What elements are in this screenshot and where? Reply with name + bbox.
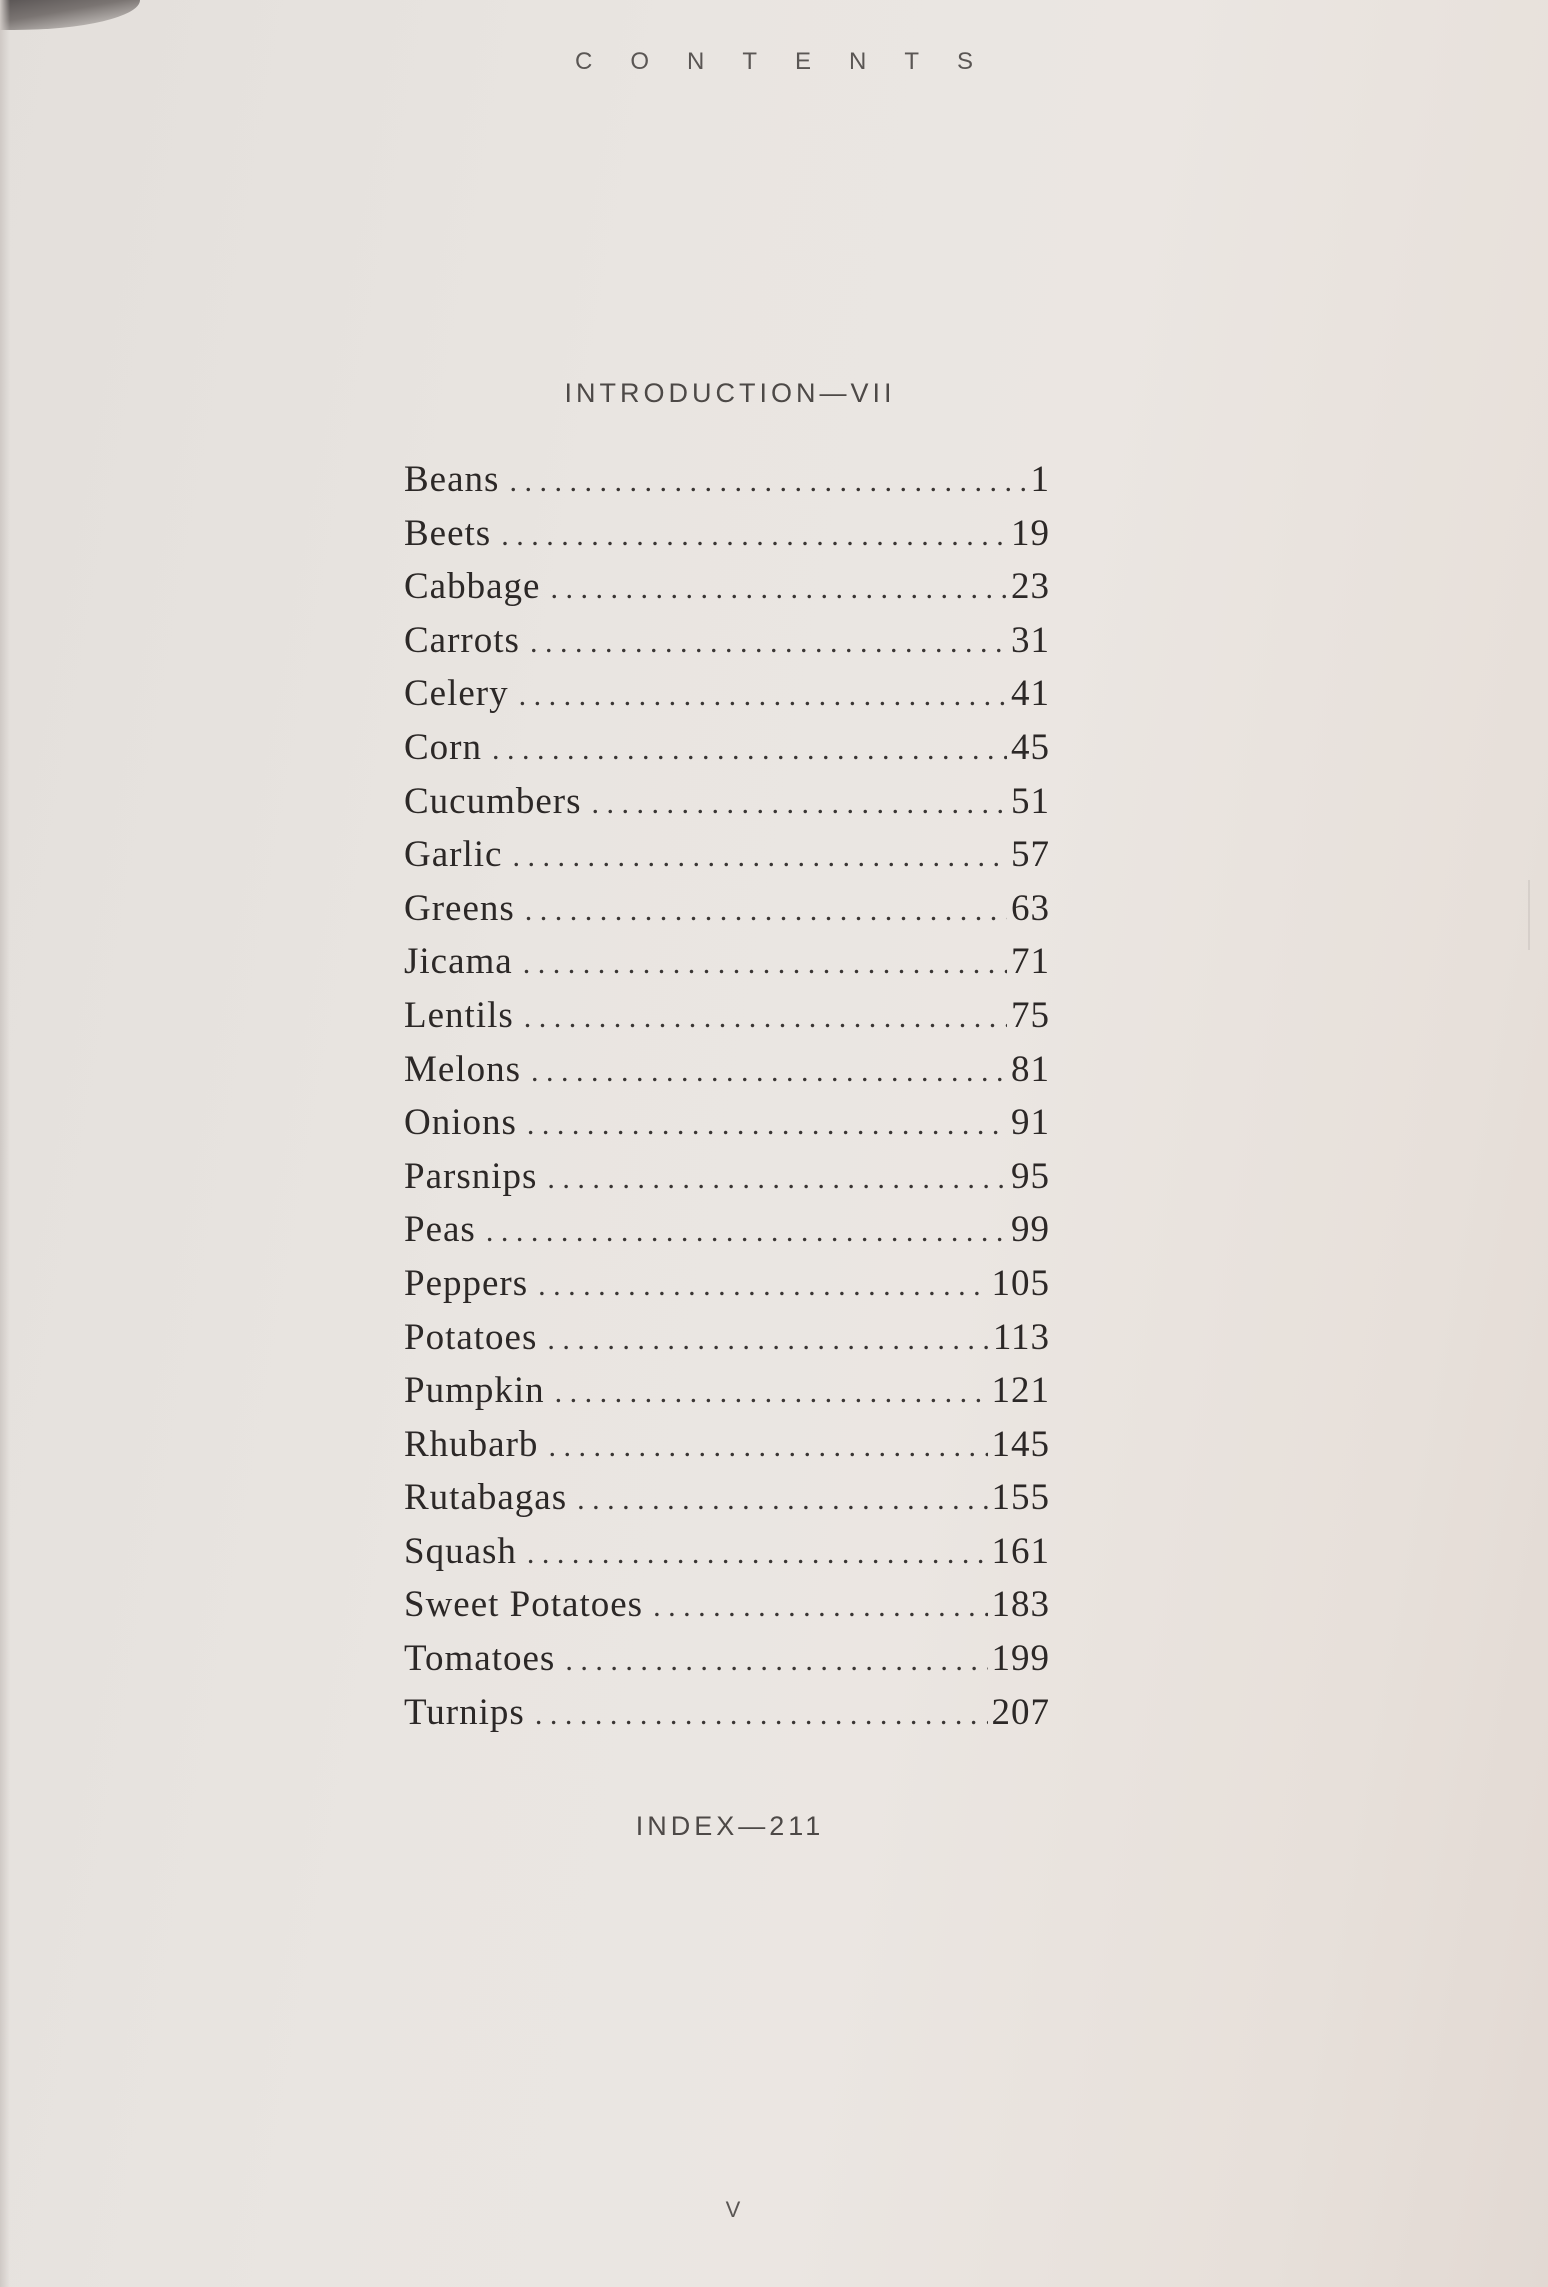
toc-entry-page-number: 161 <box>991 1530 1050 1572</box>
page-gutter-shadow <box>0 0 10 2287</box>
toc-entry-page-number: 19 <box>1011 512 1050 554</box>
toc-dot-leader <box>530 626 1007 660</box>
toc-entry-title: Sweet Potatoes <box>404 1584 644 1626</box>
toc-dot-leader <box>512 840 1007 874</box>
toc-entry <box>404 1369 1050 1423</box>
toc-entry-title: Cabbage <box>404 566 541 608</box>
toc-entry-page-number: 71 <box>1011 941 1050 983</box>
toc-entry <box>404 887 1050 941</box>
toc-entry <box>404 458 1050 512</box>
toc-entry-title: Peppers <box>404 1262 529 1304</box>
toc-entry-title: Potatoes <box>404 1316 538 1358</box>
toc-entry <box>404 1262 1050 1316</box>
toc-entry <box>404 994 1050 1048</box>
toc-dot-leader <box>501 519 1007 553</box>
toc-entry-page-number: 99 <box>1011 1209 1050 1251</box>
toc-entry-page-number: 45 <box>1011 726 1050 768</box>
toc-entry <box>404 1476 1050 1530</box>
page-edge-mark <box>1528 880 1530 950</box>
toc-entry <box>404 726 1050 780</box>
toc-entry-title: Rhubarb <box>404 1423 539 1465</box>
toc-entry-page-number: 91 <box>1011 1102 1050 1144</box>
toc-entry <box>404 940 1050 994</box>
toc-dot-leader <box>555 1376 988 1410</box>
toc-entry-title: Corn <box>404 726 482 768</box>
toc-dot-leader <box>538 1269 987 1303</box>
toc-dot-leader <box>509 465 1026 499</box>
toc-entry-page-number: 145 <box>991 1423 1050 1465</box>
toc-entry-title: Carrots <box>404 619 520 661</box>
index-entry: INDEX—211 <box>635 1811 825 1841</box>
toc-dot-leader <box>653 1590 987 1624</box>
toc-entry-page-number: 105 <box>991 1262 1050 1304</box>
toc-entry-title: Pumpkin <box>404 1370 545 1412</box>
toc-entry-title: Parsnips <box>404 1155 538 1197</box>
toc-entry-page-number: 183 <box>991 1584 1050 1626</box>
toc-entry-title: Jicama <box>404 941 513 983</box>
toc-entry-page-number: 207 <box>991 1691 1050 1733</box>
toc-entry-title: Beans <box>404 459 500 500</box>
toc-entry-title: Peas <box>404 1209 476 1251</box>
toc-dot-leader <box>486 1215 1007 1249</box>
toc-entry <box>404 833 1050 887</box>
toc-dot-leader <box>548 1430 987 1464</box>
toc-dot-leader <box>592 787 1007 821</box>
toc-dot-leader <box>535 1698 988 1732</box>
toc-entry-page-number: 41 <box>1011 673 1050 715</box>
toc-entry-page-number: 121 <box>991 1370 1050 1412</box>
toc-entry-title: Celery <box>404 673 509 715</box>
toc-entry-page-number: 113 <box>992 1316 1050 1358</box>
toc-entry-page-number: 63 <box>1011 887 1050 929</box>
toc-entry-title: Greens <box>404 887 515 929</box>
toc-entry-title: Cucumbers <box>404 780 582 822</box>
toc-entry <box>404 1691 1050 1745</box>
toc-dot-leader <box>527 1108 1007 1142</box>
toc-entry-page-number: 199 <box>991 1638 1050 1680</box>
toc-dot-leader <box>577 1483 987 1517</box>
toc-entry-page-number: 75 <box>1011 994 1050 1036</box>
toc-dot-leader <box>492 733 1007 767</box>
introduction-entry: INTRODUCTION—VII <box>564 378 896 408</box>
toc-entry <box>404 619 1050 673</box>
toc-entry-title: Squash <box>404 1530 517 1572</box>
toc-entry-page-number: 57 <box>1011 834 1050 876</box>
toc-entry <box>404 672 1050 726</box>
toc-dot-leader <box>550 572 1007 606</box>
toc-entry-page-number: 155 <box>991 1477 1050 1519</box>
toc-entry-title: Lentils <box>404 994 514 1036</box>
toc-dot-leader <box>519 679 1007 713</box>
toc-dot-leader <box>547 1323 988 1357</box>
toc-entry-page-number: 81 <box>1011 1048 1050 1090</box>
page-number: V <box>725 2197 741 2222</box>
toc-dot-leader <box>531 1055 1007 1089</box>
toc-entry <box>404 1423 1050 1477</box>
toc-entry-title: Rutabagas <box>404 1477 568 1519</box>
toc-entry-title: Turnips <box>404 1691 525 1733</box>
toc-entry-title: Tomatoes <box>404 1638 556 1680</box>
table-of-contents <box>404 458 1050 1744</box>
toc-dot-leader <box>527 1537 988 1571</box>
toc-entry-title: Beets <box>404 512 492 554</box>
toc-entry-page-number: 51 <box>1011 780 1050 822</box>
toc-entry-title: Garlic <box>404 834 503 876</box>
toc-entry <box>404 1637 1050 1691</box>
contents-heading: CONTENTS <box>575 48 1011 75</box>
toc-entry <box>404 1530 1050 1584</box>
page-corner-shadow <box>0 0 140 30</box>
toc-entry-title: Melons <box>404 1048 521 1090</box>
toc-entry-page-number: 1 <box>1030 459 1050 500</box>
toc-entry-page-number: 31 <box>1011 619 1050 661</box>
toc-entry <box>404 1155 1050 1209</box>
toc-entry <box>404 565 1050 619</box>
toc-entry <box>404 1583 1050 1637</box>
toc-dot-leader <box>523 947 1007 981</box>
toc-entry-page-number: 95 <box>1011 1155 1050 1197</box>
toc-dot-leader <box>547 1162 1007 1196</box>
toc-entry <box>404 1101 1050 1155</box>
toc-entry-title: Onions <box>404 1102 517 1144</box>
toc-dot-leader <box>565 1644 987 1678</box>
toc-entry <box>404 512 1050 566</box>
toc-entry <box>404 1316 1050 1370</box>
toc-entry <box>404 1048 1050 1102</box>
toc-entry <box>404 1208 1050 1262</box>
toc-dot-leader <box>524 1001 1007 1035</box>
toc-entry-page-number: 23 <box>1011 566 1050 608</box>
toc-dot-leader <box>525 894 1007 928</box>
toc-entry <box>404 780 1050 834</box>
